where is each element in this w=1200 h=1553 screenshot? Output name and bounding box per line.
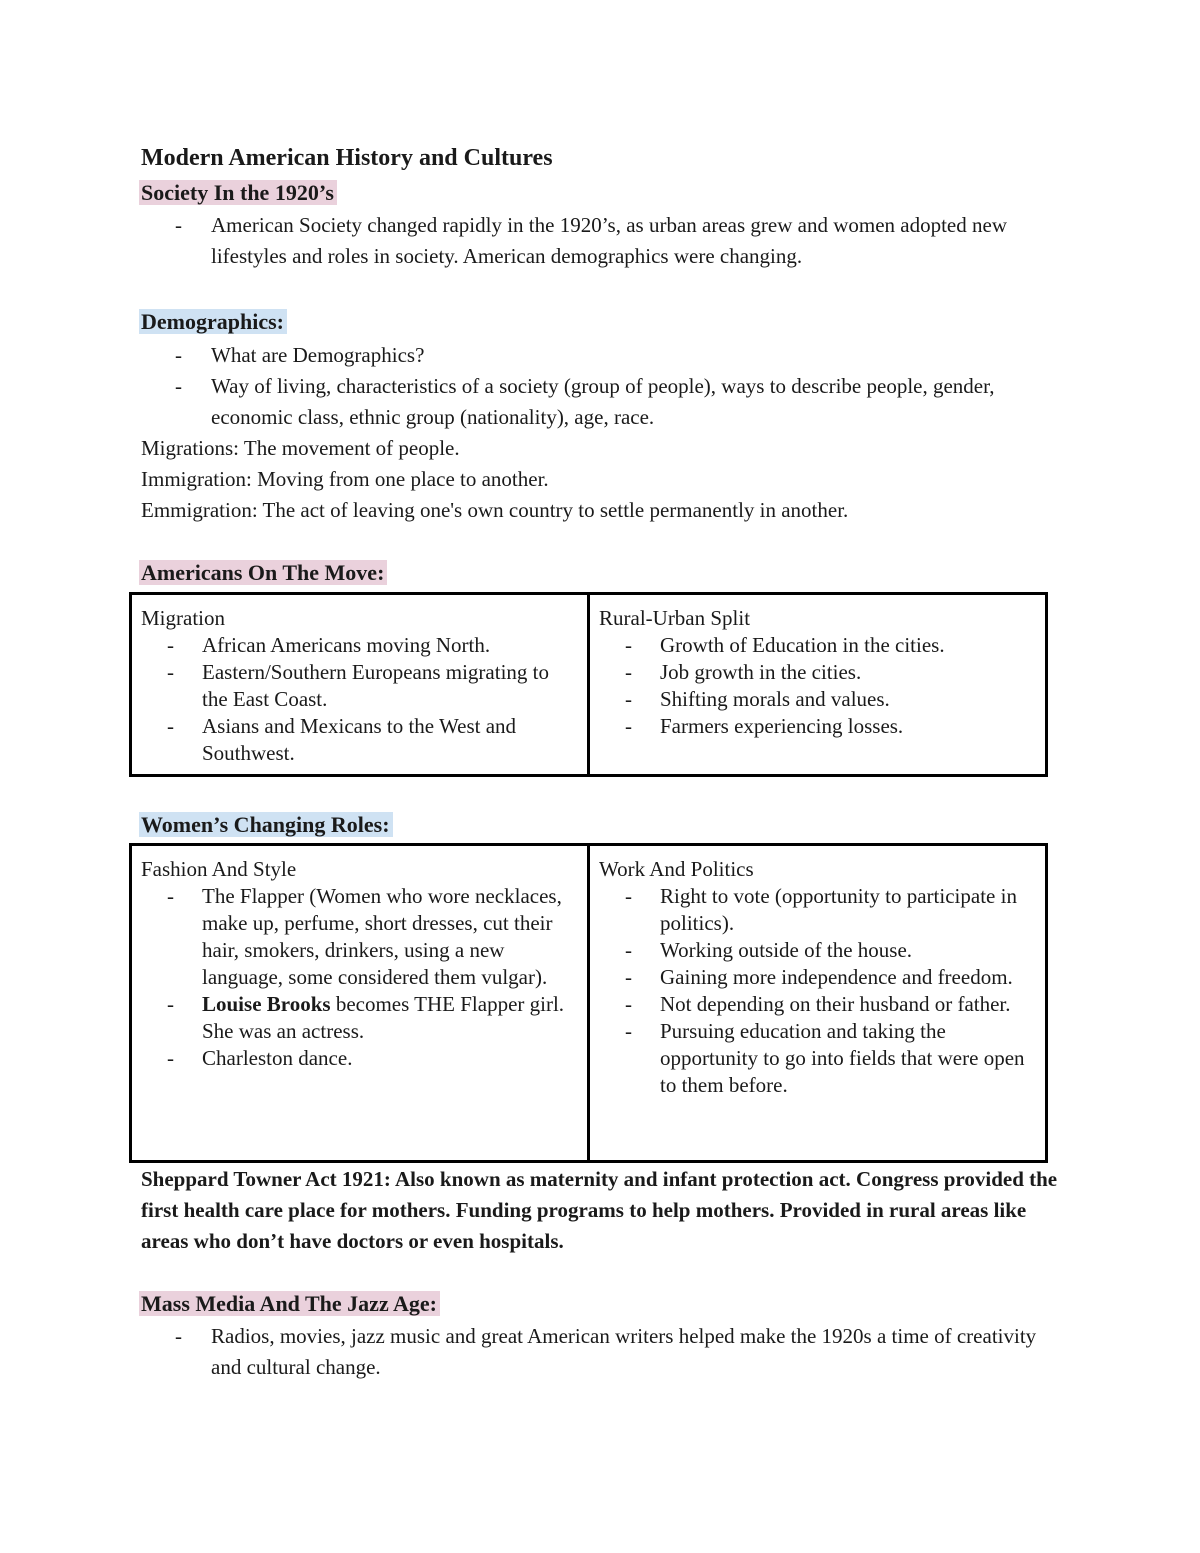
list-item: - Right to vote (opportunity to participate in politics). [625,884,1017,935]
rural-urban-cell [589,594,1047,776]
dash-bullet: - [625,1019,632,1043]
list-item: - Radios, movies, jazz music and great American writers helped make the 1920s a time of creativity and cultural change. [141,1321,1061,1383]
list-item: - American Society changed rapidly in the 1920’s, as urban areas grew and women adopted new lifestyles and roles in society. American demographics were changing. [141,210,1076,272]
section-heading-women: Women’s Changing Roles: [139,812,393,837]
list-item: - Louise Brooks becomes THE Flapper girl. She was an actress. [167,992,565,1043]
move-table [129,592,1048,777]
media-bullets [141,1321,1061,1383]
list-item: - Shifting morals and values. [625,687,890,711]
section-heading-society: Society In the 1920’s [139,180,337,205]
work-politics-cell [589,845,1047,1162]
dash-bullet: - [167,714,174,738]
women-table [129,843,1048,1163]
list-item: - Working outside of the house. [625,938,913,962]
dash-bullet: - [167,633,174,657]
dash-bullet: - [167,992,174,1016]
dash-bullet: - [625,884,632,908]
dash-bullet: - [175,374,182,398]
dash-bullet: - [167,884,174,908]
dash-bullet: - [625,965,632,989]
section-heading-move: Americans On The Move: [139,560,387,585]
list-item: - Charleston dance. [167,1046,353,1070]
louise-brooks-name: Louise Brooks [202,992,331,1016]
list-item: - Pursuing education and taking the opportunity to go into fields that were open to them before. [625,1019,1025,1097]
dash-bullet: - [625,992,632,1016]
dash-bullet: - [625,938,632,962]
society-bullets [141,210,1076,272]
list-item: - Job growth in the cities. [625,660,862,684]
dash-bullet: - [625,633,632,657]
migration-cell [131,594,589,776]
document-title: Modern American History and Cultures [141,145,553,171]
dash-bullet: - [625,687,632,711]
list-item: - Eastern/Southern Europeans migrating to the East Coast. [167,660,550,711]
dash-bullet: - [167,1046,174,1070]
cell-title: Migration [141,606,225,630]
dash-bullet: - [167,660,174,684]
fashion-cell [131,845,589,1162]
section-heading-media: Mass Media And The Jazz Age: [139,1291,440,1316]
dash-bullet: - [175,1324,182,1348]
definition-emmigration: Emmigration: The act of leaving one's own country to settle permanently in another. [141,498,849,522]
list-item: - Farmers experiencing losses. [625,714,904,738]
list-item: - Way of living, characteristics of a society (group of people), ways to describe people, gender, economic class, ethnic group (nationality), age, race. [141,371,1041,433]
cell-title: Work And Politics [599,857,754,881]
list-item: - African Americans moving North. [167,633,491,657]
section-heading-demographics: Demographics: [139,309,287,334]
dash-bullet: - [175,213,182,237]
dash-bullet: - [625,714,632,738]
cell-title: Fashion And Style [141,857,297,881]
sheppard-towner-paragraph: Sheppard Towner Act 1921: Also known as maternity and infant protection act. Congress provided the first health care place for mothers. Funding programs to help mothers. Provided in rural areas like areas who don’t have doctors or even hospitals. [141,1167,1058,1253]
list-item: - What are Demographics? [141,340,1041,371]
dash-bullet: - [625,660,632,684]
list-item: - The Flapper (Women who wore necklaces, make up, perfume, short dresses, cut their hair, smokers, drinkers, using a new language, some considered them vulgar). [167,884,562,989]
cell-title: Rural-Urban Split [599,606,751,630]
list-item: - Not depending on their husband or father. [625,992,1011,1016]
list-item: - Growth of Education in the cities. [625,633,945,657]
dash-bullet: - [175,343,182,367]
list-item: - Gaining more independence and freedom. [625,965,1013,989]
list-item: - Asians and Mexicans to the West and Southwest. [167,714,517,765]
demographics-bullets [141,340,1041,433]
definition-immigration: Immigration: Moving from one place to another. [141,467,549,491]
definition-migrations: Migrations: The movement of people. [141,436,460,460]
